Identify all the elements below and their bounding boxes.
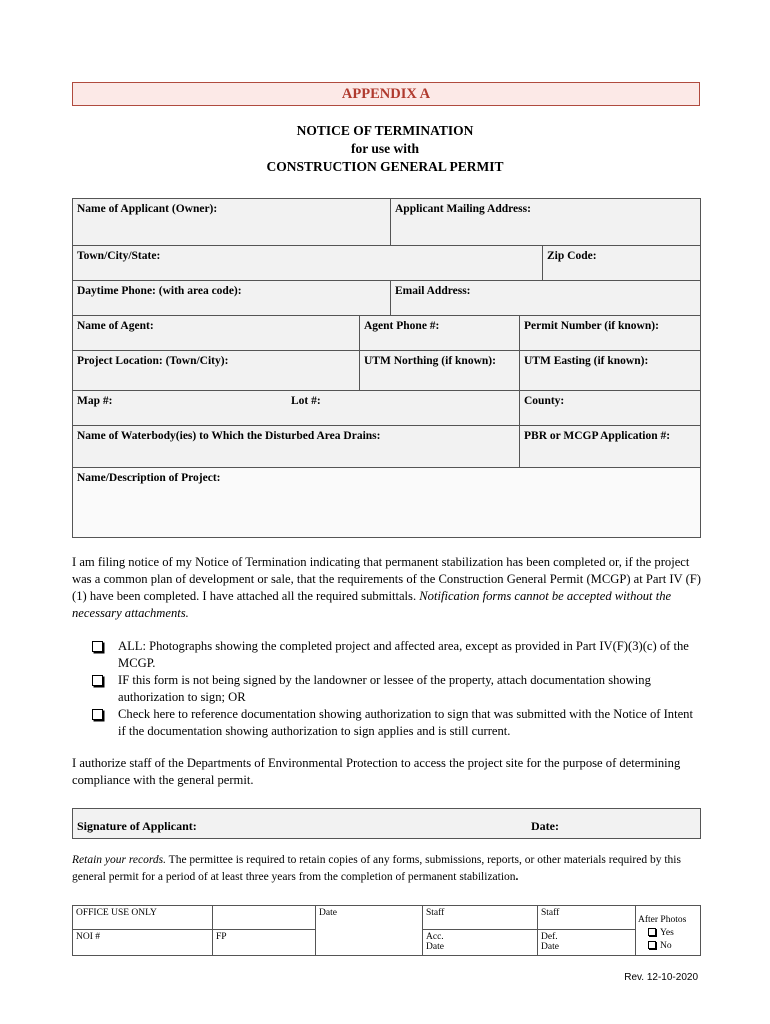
project-location-field[interactable]	[73, 351, 360, 391]
office-cell-blank	[213, 906, 316, 930]
project-description-label: Name/Description of Project:	[77, 472, 221, 484]
office-use-label: OFFICE USE ONLY	[73, 906, 213, 930]
checkbox-noi-reference[interactable]	[92, 709, 103, 720]
after-photos-label: After Photos	[638, 915, 687, 925]
def-date-label: Date	[541, 942, 559, 953]
agent-name-label: Name of Agent:	[77, 320, 154, 332]
office-staff1: Staff	[423, 906, 538, 930]
county-field[interactable]	[520, 391, 701, 426]
checklist-item-text: ALL: Photographs showing the completed project and affected area, except as provided in Part IV(F)(3)(c) of the MCGP.	[118, 639, 689, 670]
form-title: NOTICE OF TERMINATION	[296, 123, 474, 138]
statement-warning: Notification forms cannot be accepted without the necessary attachments.	[72, 589, 672, 620]
applicant-form	[72, 198, 701, 538]
email-label: Email Address:	[395, 285, 471, 297]
acc-date-label: Date	[426, 942, 444, 953]
agent-phone-label: Agent Phone #:	[364, 320, 440, 332]
town-city-state-label: Town/City/State:	[77, 250, 161, 262]
pbr-application-label: PBR or MCGP Application #:	[524, 430, 671, 442]
revision-date: Rev. 12-10-2020	[624, 972, 698, 983]
applicant-name-label: Name of Applicant (Owner):	[77, 203, 218, 215]
daytime-phone-field[interactable]	[73, 281, 391, 316]
checklist-item	[92, 706, 702, 740]
checkbox-authorization-docs[interactable]	[92, 675, 103, 686]
utm-northing-field[interactable]	[360, 351, 520, 391]
agent-name-field[interactable]	[73, 316, 360, 351]
signature-date-label: Date:	[531, 819, 559, 833]
applicant-name-field[interactable]	[73, 199, 391, 246]
office-fp: FP	[213, 930, 316, 956]
office-noi: NOI #	[73, 930, 213, 956]
permit-number-label: Permit Number (if known):	[524, 320, 659, 332]
no-label: No	[660, 941, 672, 951]
project-description-field[interactable]	[73, 468, 701, 538]
county-label: County:	[524, 395, 565, 407]
agent-phone-field[interactable]	[360, 316, 520, 351]
checklist-item-text: IF this form is not being signed by the landowner or lessee of the property, attach documentation showing authorization to sign; OR	[118, 673, 651, 704]
checkbox-photographs[interactable]	[92, 641, 103, 652]
def-label: Def.	[541, 932, 558, 943]
email-field[interactable]	[391, 281, 701, 316]
checkbox-yes[interactable]	[648, 928, 656, 936]
authorization-statement: I authorize staff of the Departments of Environmental Protection to access the project site for the purpose of determining compliance with the general permit.	[72, 756, 681, 787]
office-def	[538, 930, 636, 956]
town-city-state-field[interactable]	[73, 246, 543, 281]
map-label: Map #:	[77, 395, 113, 407]
office-staff2: Staff	[538, 906, 636, 930]
signature-row	[72, 808, 701, 839]
daytime-phone-label: Daytime Phone: (with area code):	[77, 285, 242, 297]
appendix-header: APPENDIX A	[72, 82, 700, 106]
attachment-checklist	[92, 638, 702, 740]
mailing-address-field[interactable]	[391, 199, 701, 246]
office-acc	[423, 930, 538, 956]
acc-label: Acc.	[426, 932, 444, 943]
office-date-cell: Date	[316, 906, 423, 956]
office-use-table	[72, 905, 701, 956]
pbr-application-field[interactable]	[520, 426, 701, 468]
checklist-item-text: Check here to reference documentation showing authorization to sign that was submitted with the Notice of Intent if the documentation showing authorization to sign applies and is still current.	[118, 707, 693, 738]
retain-records-note	[72, 852, 702, 886]
after-photos-yes	[638, 927, 697, 940]
mailing-address-label: Applicant Mailing Address:	[395, 203, 531, 215]
utm-easting-field[interactable]	[520, 351, 701, 391]
waterbody-field[interactable]	[73, 426, 520, 468]
retain-text: The permittee is required to retain copies of any forms, submissions, reports, or other materials required by this general permit for a period of at least three years from the completion of permanent stabilization	[72, 854, 681, 883]
signature-label: Signature of Applicant:	[77, 819, 197, 833]
permit-title: CONSTRUCTION GENERAL PERMIT	[266, 159, 504, 174]
checklist-item	[92, 638, 702, 672]
map-lot-field[interactable]	[73, 391, 520, 426]
permit-number-field[interactable]	[520, 316, 701, 351]
termination-statement	[72, 554, 702, 622]
after-photos-cell	[636, 906, 701, 956]
zip-code-field[interactable]	[543, 246, 701, 281]
signature-field[interactable]	[73, 809, 529, 838]
zip-code-label: Zip Code:	[547, 250, 597, 262]
checkbox-no[interactable]	[648, 941, 656, 949]
signature-date-field[interactable]	[529, 809, 700, 838]
lot-label: Lot #:	[291, 395, 321, 407]
utm-northing-label: UTM Northing (if known):	[364, 355, 496, 367]
retain-period: .	[515, 871, 519, 883]
waterbody-label: Name of Waterbody(ies) to Which the Disturbed Area Drains:	[77, 430, 381, 442]
after-photos-no	[638, 940, 697, 953]
project-location-label: Project Location: (Town/City):	[77, 355, 229, 367]
retain-heading: Retain your records.	[72, 854, 167, 866]
form-subtitle: for use with	[350, 141, 419, 156]
statement-text: I am filing notice of my Notice of Termination indicating that permanent stabilization has been completed or, if the project was a common plan of development or sale, that the requirements of the Construction General Permit (MCGP) at Part IV (F)(1) have been completed. I have attached all the required submittals.	[72, 555, 701, 603]
yes-label: Yes	[660, 928, 674, 938]
checklist-item	[92, 672, 702, 706]
utm-easting-label: UTM Easting (if known):	[524, 355, 649, 367]
